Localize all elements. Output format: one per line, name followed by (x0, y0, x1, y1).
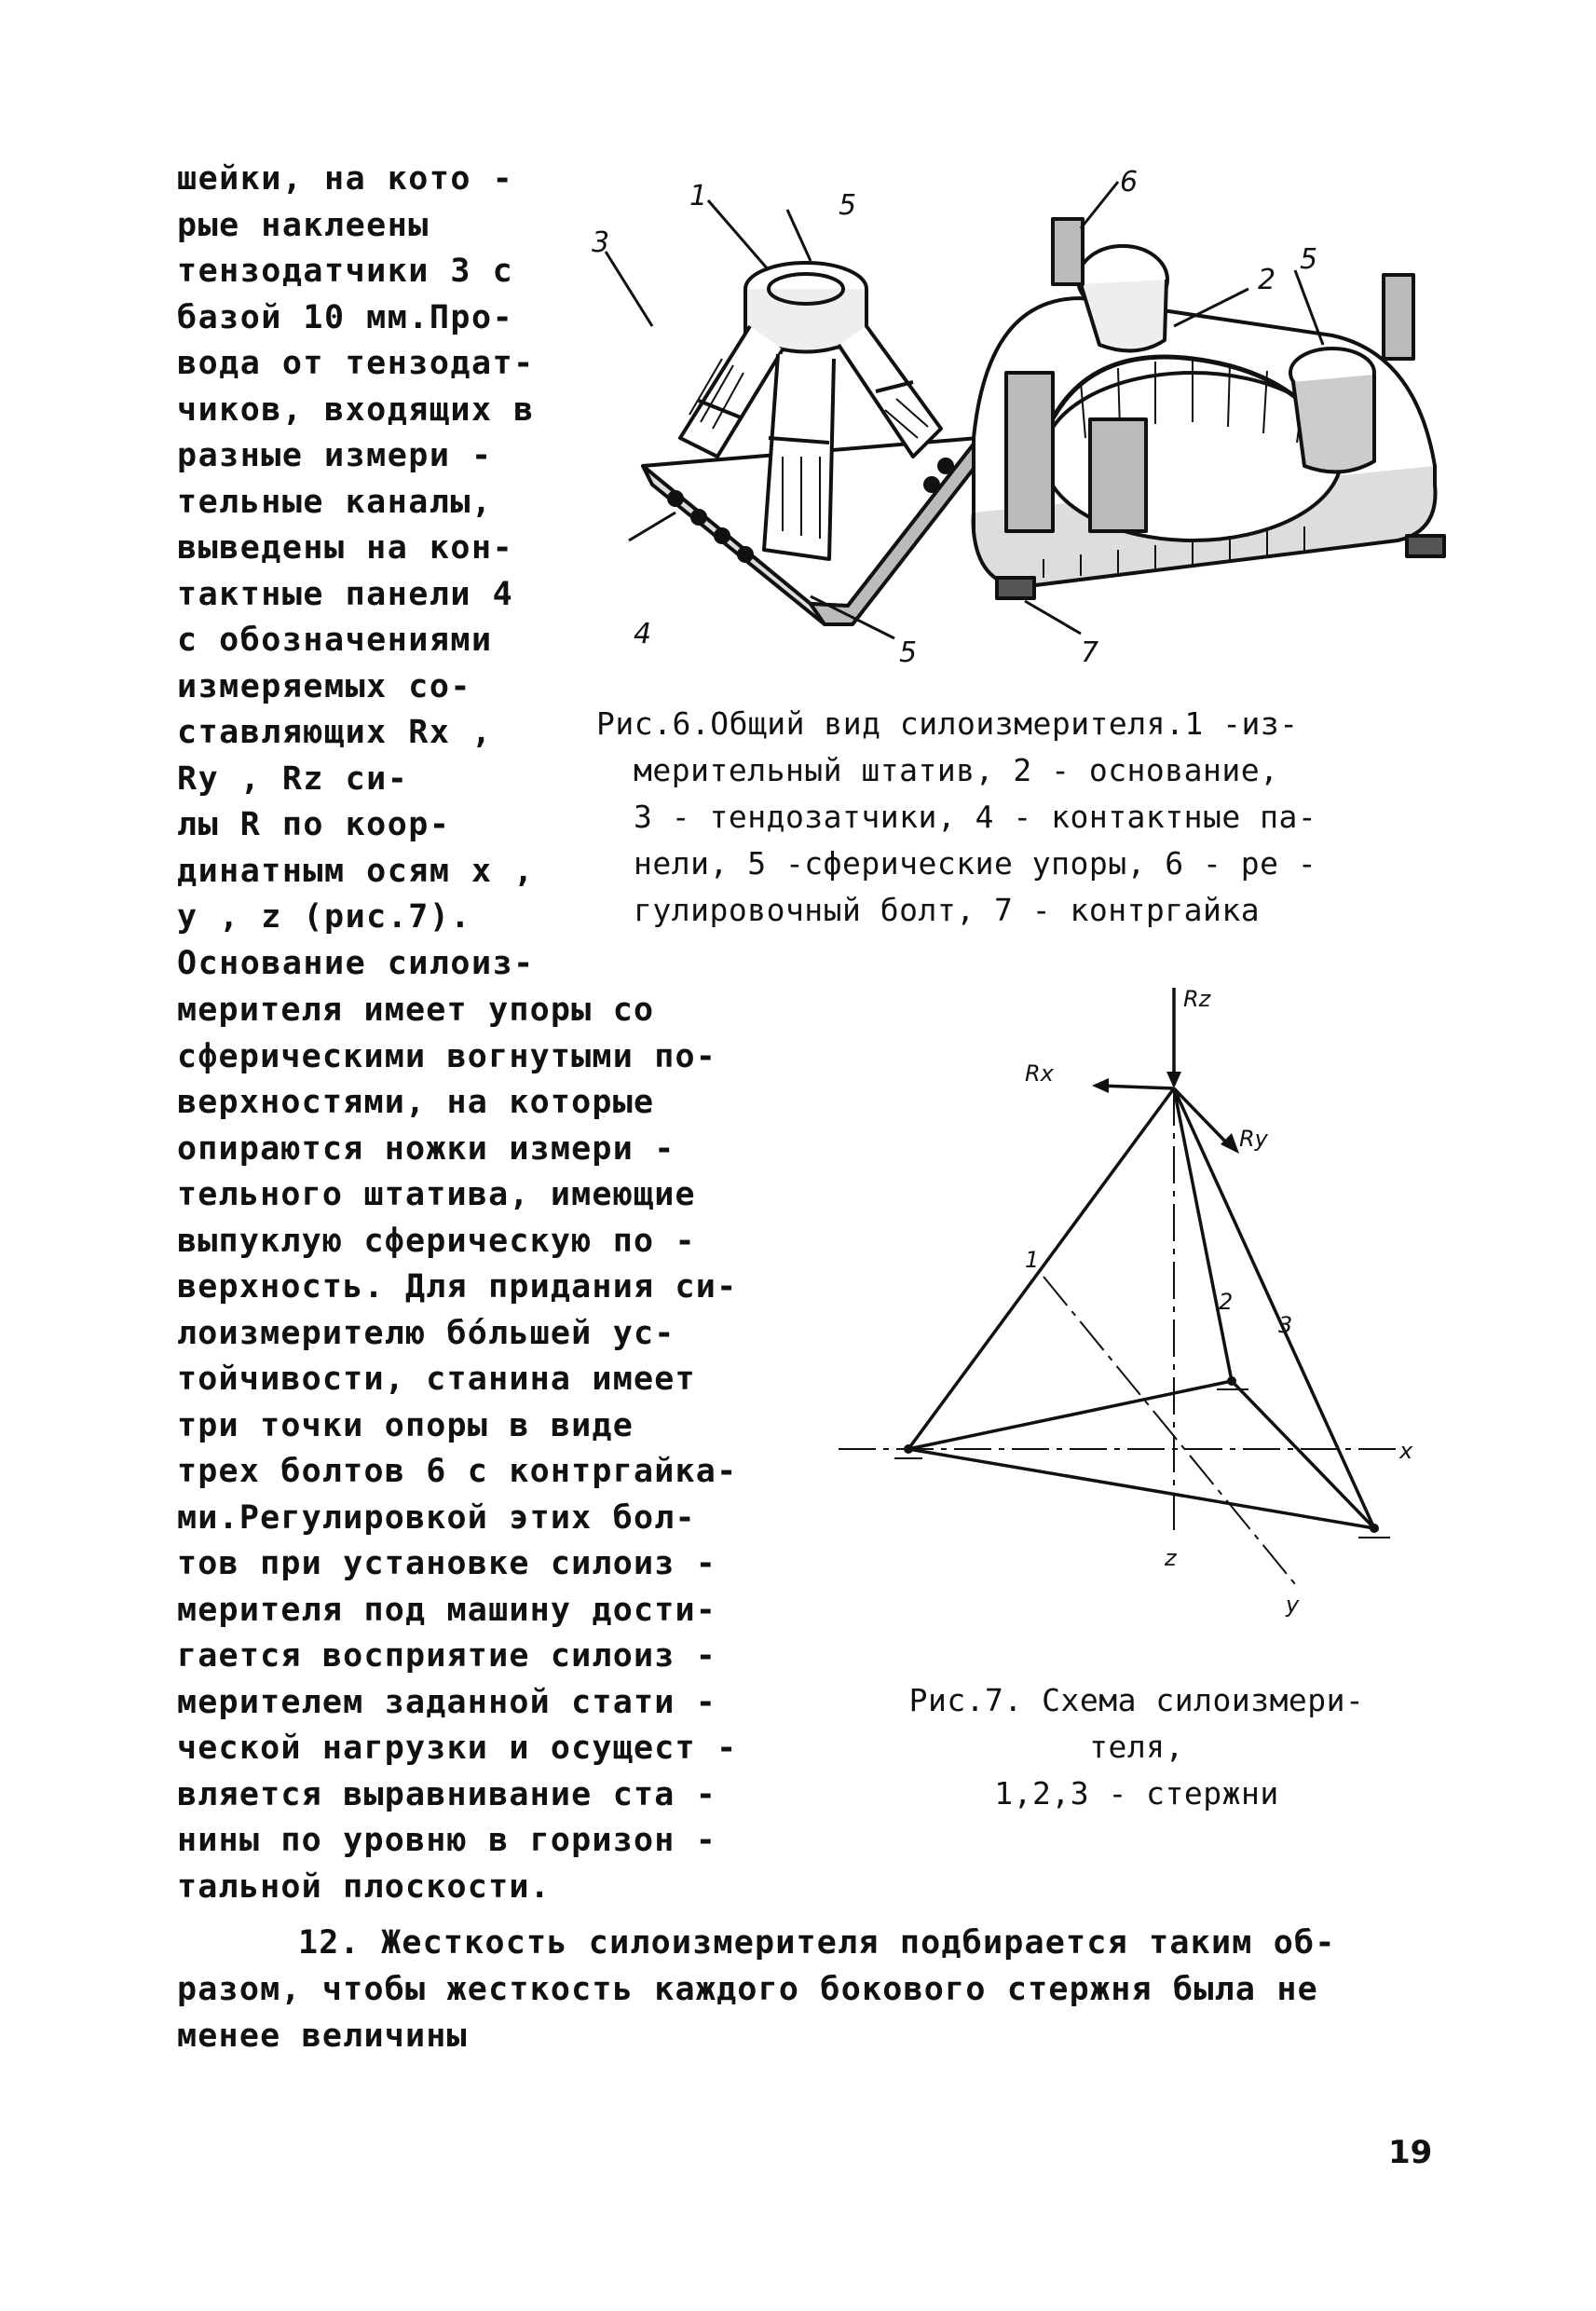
text-line: тов при установке силоиз - (177, 1545, 717, 1582)
fig6-label-3: 3 (592, 226, 610, 259)
text-line: трех болтов 6 с контргайка- (177, 1453, 738, 1490)
text-line: тальной плоскости. (177, 1867, 551, 1906)
label-rz: Rz (1183, 986, 1211, 1012)
fig6-label-1: 1 (689, 180, 708, 212)
caption-line: теля, (1089, 1729, 1184, 1765)
text-line: вляется выравнивание ста - (177, 1775, 717, 1813)
label-rod-1: 1 (1025, 1247, 1040, 1273)
text-line: Ry , Rz си- (177, 759, 409, 798)
text-line: разные измери - (177, 437, 493, 474)
caption-line: гулировочный болт, 7 - контргайка (634, 892, 1261, 928)
label-rx: Rx (1025, 1060, 1054, 1087)
text-line: верхностями, на которые (177, 1084, 655, 1121)
caption-line: Рис.7. Схема силоизмери- (908, 1682, 1365, 1718)
text-line: вода от тензодат- (177, 345, 535, 382)
caption-line: нели, 5 -сферические упоры, 6 - ре - (634, 845, 1317, 882)
label-z-axis: z (1165, 1545, 1177, 1571)
label-rod-3: 3 (1278, 1312, 1293, 1338)
text-line: опираются ножки измери - (177, 1129, 675, 1168)
text-line: тельные каналы, (177, 483, 493, 521)
figure-6-illustration (592, 158, 1472, 680)
text-line: рые наклеены (177, 206, 430, 244)
rod-3 (1174, 1088, 1374, 1528)
text-line: сферическими вогнутыми по- (177, 1037, 717, 1075)
text-line: разом, чтобы жесткость каждого бокового стержня была не (177, 1971, 1318, 2008)
fig6-label-5a: 5 (839, 189, 857, 222)
text-line: шейки, на кото - (177, 160, 514, 198)
text-line: тельного штатива, имеющие (177, 1176, 696, 1213)
text-line: верхность. Для придания си- (177, 1268, 738, 1306)
text-line: тензодатчики 3 с (177, 253, 514, 290)
figure-7-diagram (829, 978, 1435, 1631)
caption-line: 1,2,3 - стержни (994, 1775, 1279, 1812)
text-line: 12. Жесткость силоизмерителя подбирается таким об- (298, 1924, 1336, 1962)
label-x-axis: x (1399, 1438, 1413, 1464)
text-line: гается восприятие силоиз - (177, 1637, 717, 1675)
caption-line: Рис.6.Общий вид силоизмерителя.1 -из- (596, 705, 1299, 742)
text-line: измеряемых со- (177, 667, 472, 705)
text-line: три точки опоры в виде (177, 1406, 634, 1444)
text-line: нины по уровню в горизон - (177, 1822, 717, 1859)
text-line: тактные панели 4 (177, 575, 514, 613)
fig6-label-4: 4 (634, 618, 652, 650)
text-line: ческой нагрузки и осущест - (177, 1730, 738, 1767)
page-number: 19 (1388, 2134, 1433, 2171)
fig6-label-2: 2 (1258, 264, 1276, 296)
rx-vector (1099, 1086, 1174, 1088)
text-line: ми.Регулировкой этих бол- (177, 1498, 696, 1537)
caption-line: 3 - тендозатчики, 4 - контактные па- (634, 799, 1317, 835)
rod-1 (908, 1088, 1174, 1449)
base-triangle (908, 1381, 1374, 1528)
text-line: выпуклую сферическую по - (177, 1222, 696, 1260)
text-line: чиков, входящих в (177, 390, 535, 429)
text-line: динатным осям x , (177, 852, 535, 890)
caption-line: мерительный штатив, 2 - основание, (634, 752, 1279, 788)
text-line: лоизмерителю бо́льшей ус- (177, 1314, 675, 1352)
text-line: менее величины (177, 2017, 468, 2055)
fig6-label-7: 7 (1081, 636, 1099, 669)
figure-7-caption (839, 1677, 1435, 1817)
text-line: мерителя имеет упоры со (177, 991, 655, 1029)
text-line: ставляющих Rx , (177, 714, 493, 751)
label-y-axis: y (1286, 1592, 1300, 1618)
label-rod-2: 2 (1219, 1289, 1234, 1315)
label-ry: Ry (1239, 1126, 1268, 1152)
y-axis (1044, 1277, 1295, 1584)
text-line: лы R по коор- (177, 806, 451, 843)
rod-2 (1174, 1088, 1232, 1381)
fig6-label-5b: 5 (1300, 243, 1318, 276)
text-line: тойчивости, станина имеет (177, 1361, 696, 1398)
fig6-label-6: 6 (1120, 166, 1139, 198)
text-line: Основание силоиз- (177, 944, 535, 982)
text-line: выведены на кон- (177, 529, 514, 567)
text-line: базой 10 мм.Про- (177, 298, 514, 336)
text-line: y , z (рис.7). (177, 898, 472, 936)
fig6-label-5c: 5 (899, 636, 918, 669)
figure-6-caption (596, 701, 1472, 934)
text-column-middle (177, 988, 801, 1910)
text-line: мерителя под машину дости- (177, 1591, 717, 1629)
text-line: с обозначениями (177, 622, 493, 659)
text-full-width (177, 1920, 1463, 2059)
text-line: мерителем заданной стати - (177, 1683, 717, 1721)
text-column-left (177, 157, 578, 987)
